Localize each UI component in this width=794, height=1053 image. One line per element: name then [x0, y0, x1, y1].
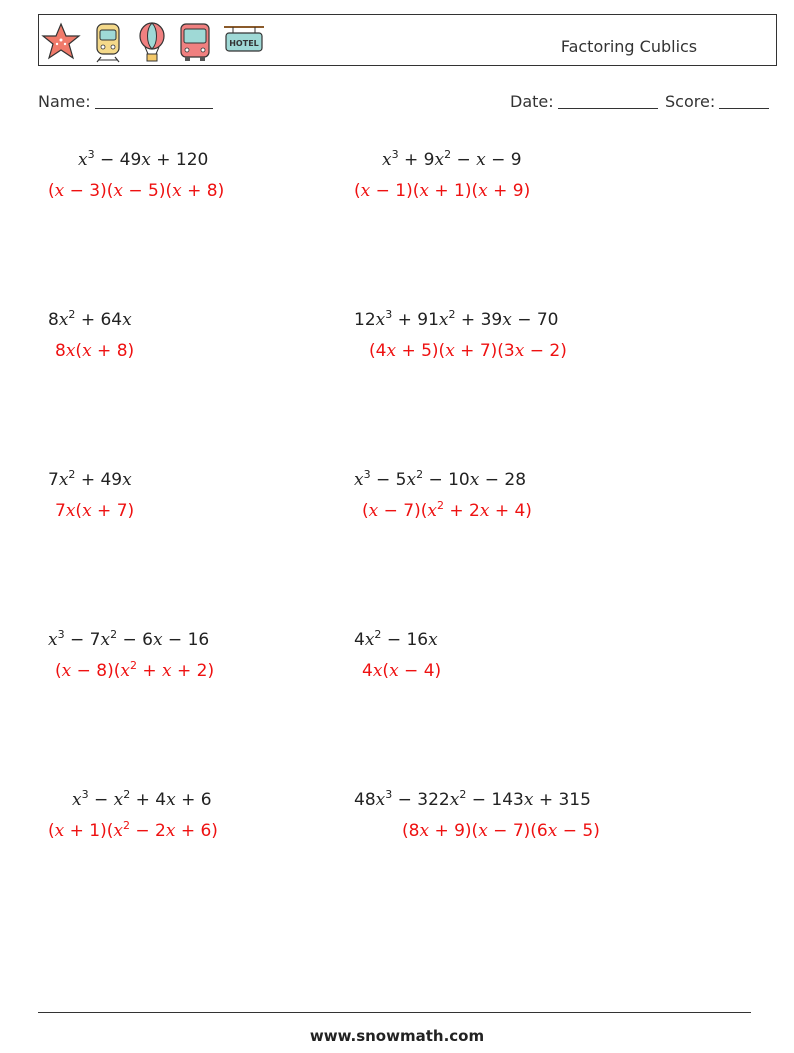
problem-2: $x^3 + 9x^2 - x - 9$	[382, 148, 522, 170]
score-label: Score:	[665, 92, 716, 111]
score-field[interactable]	[665, 92, 769, 111]
starfish-icon	[41, 21, 81, 61]
answer-2: (x − 1)(x + 1)(x + 9)	[354, 181, 531, 201]
date-blank[interactable]	[558, 108, 658, 109]
answer-1: (x − 3)(x − 5)(x + 8)	[48, 181, 225, 201]
hotel-sign-icon	[221, 21, 267, 57]
problem-8: $4x^2 - 16x$	[354, 628, 438, 650]
hot-air-balloon-icon	[137, 21, 167, 63]
worksheet-header	[38, 14, 777, 66]
problem-1: $x^3 - 49x + 120$	[78, 148, 209, 170]
svg-text:HOTEL: HOTEL	[229, 39, 259, 48]
answer-10: (8x + 9)(x − 7)(6x − 5)	[402, 821, 600, 841]
answer-6: $(x - 7)(x^2 + 2x + 4)$	[362, 499, 532, 521]
name-label: Name:	[38, 92, 91, 111]
date-field[interactable]	[510, 92, 658, 111]
name-field[interactable]	[38, 92, 213, 111]
problem-5: $7x^2 + 49x$	[48, 468, 132, 490]
answer-3: 8x(x + 8)	[55, 341, 135, 361]
answer-5: 7x(x + 7)	[55, 501, 135, 521]
problem-7: $x^3 - 7x^2 - 6x - 16$	[48, 628, 210, 650]
answer-9: $(x + 1)(x^2 - 2x + 6)$	[48, 819, 218, 841]
name-blank[interactable]	[95, 108, 213, 109]
footer-divider	[38, 1012, 751, 1013]
answer-8: 4x(x − 4)	[362, 661, 442, 681]
problem-10: $48x^3 - 322x^2 - 143x + 315$	[354, 788, 591, 810]
problem-3: $8x^2 + 64x$	[48, 308, 132, 330]
footer-website[interactable]: www.snowmath.com	[309, 1027, 485, 1045]
problem-4: $12x^3 + 91x^2 + 39x - 70$	[354, 308, 559, 330]
date-label: Date:	[510, 92, 554, 111]
problem-9: $x^3 - x^2 + 4x + 6$	[72, 788, 212, 810]
answer-7: $(x - 8)(x^2 + x + 2)$	[55, 659, 215, 681]
worksheet-title: Factoring Cublics	[560, 37, 698, 56]
problem-6: $x^3 - 5x^2 - 10x - 28$	[354, 468, 527, 490]
answer-4: (4x + 5)(x + 7)(3x − 2)	[369, 341, 567, 361]
bus-icon	[177, 21, 213, 63]
tram-icon	[91, 21, 125, 63]
score-blank[interactable]	[719, 108, 769, 109]
